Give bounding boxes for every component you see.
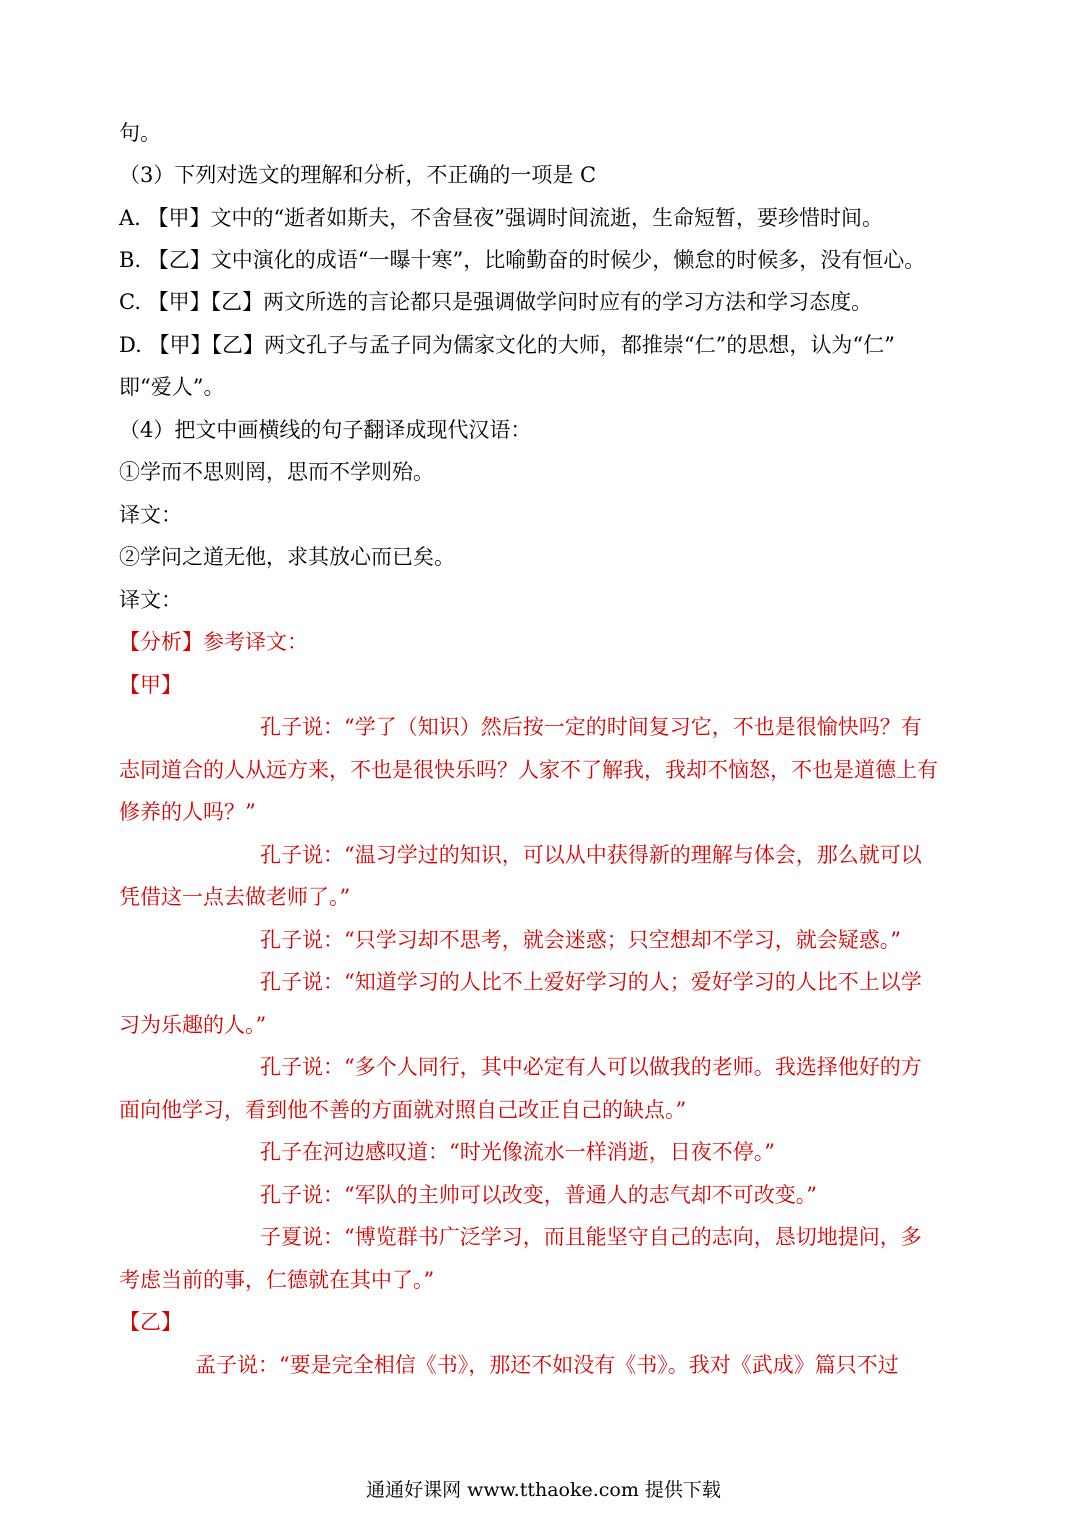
translation-line: 考虑当前的事，仁德就在其中了。” [119,1268,435,1292]
translation-line: 孔子说：“温习学过的知识，可以从中获得新的理解与体会，那么就可以 [260,843,922,867]
translation-line: 修养的人吗？” [119,800,256,824]
option-d-cont: 即“爱人”。 [119,375,225,399]
translation-label-1: 译文： [119,503,182,527]
option-d: D. 【甲】【乙】两文孔子与孟子同为儒家文化的大师，都推崇“仁”的思想，认为“仁” [119,333,895,357]
translation-line: 习为乐趣的人。” [119,1013,267,1037]
option-c: C. 【甲】【乙】两文所选的言论都只是强调做学问时应有的学习方法和学习态度。 [119,290,873,314]
option-a: A. 【甲】文中的“逝者如斯夫，不舍昼夜”强调时间流逝，生命短暂，要珍惜时间。 [119,206,883,230]
translation-line: 孔子说：“军队的主帅可以改变，普通人的志气却不可改变。” [260,1183,817,1207]
section-jia: 【甲】 [119,673,182,697]
translation-line: 孔子说：“只学习却不思考，就会迷惑；只空想却不学习，就会疑惑。” [260,928,901,952]
translation-line: 孟子说：“要是完全相信《书》，那还不如没有《书》。我对《武成》篇只不过 [195,1353,899,1377]
translation-line: 面向他学习，看到他不善的方面就对照自己改正自己的缺点。” [119,1098,687,1122]
sentence-2: ②学问之道无他，求其放心而已矣。 [119,545,455,569]
translation-line: 孔子在河边感叹道：“时光像流水一样消逝，日夜不停。” [260,1140,775,1164]
question-3: （3）下列对选文的理解和分析，不正确的一项是 C [119,163,597,187]
translation-line: 子夏说：“博览群书广泛学习，而且能坚守自己的志向，恳切地提问，多 [260,1225,922,1249]
translation-line: 孔子说：“知道学习的人比不上爱好学习的人；爱好学习的人比不上以学 [260,970,922,994]
translation-line: 孔子说：“学了（知识）然后按一定的时间复习它，不也是很愉快吗？有 [260,715,922,739]
option-b: B. 【乙】文中演化的成语“一曝十寒”，比喻勤奋的时候少，懒怠的时候多，没有恒心。 [119,248,926,272]
section-yi: 【乙】 [119,1310,182,1334]
translation-line: 孔子说：“多个人同行，其中必定有人可以做我的老师。我选择他好的方 [260,1055,922,1079]
page-footer: 通通好课网 www.tthaoke.com 提供下载 [366,1479,721,1501]
text-line: 句。 [119,121,161,145]
question-4: （4）把文中画横线的句子翻译成现代汉语： [119,418,532,442]
sentence-1: ①学而不思则罔，思而不学则殆。 [119,460,434,484]
translation-line: 凭借这一点去做老师了。” [119,885,351,909]
translation-label-2: 译文： [119,588,182,612]
analysis-heading: 【分析】参考译文： [119,630,308,654]
translation-line: 志同道合的人从远方来，不也是很快乐吗？人家不了解我，我却不恼怒，不也是道德上有 [119,758,938,782]
